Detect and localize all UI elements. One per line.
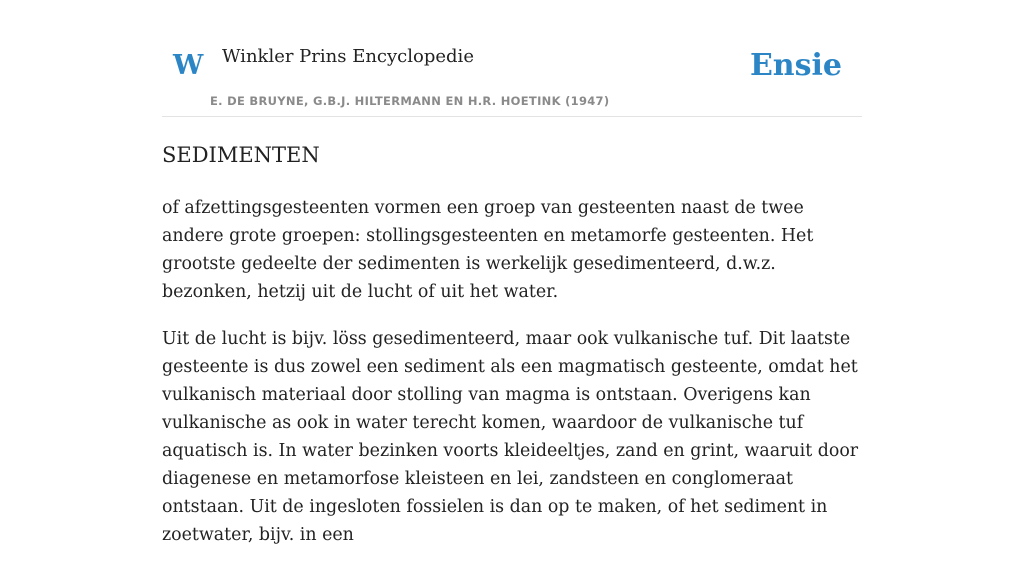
article xyxy=(162,140,862,568)
entry-title: SEDIMENTEN xyxy=(162,143,320,167)
header xyxy=(162,0,862,117)
book-title-link[interactable]: Winkler Prins Encyclopedie xyxy=(222,46,474,67)
article-paragraph: Uit de lucht is bijv. löss gesedimenteerd, maar ook vulkanische tuf. Dit laatste gesteente is dus zowel een sediment als een magmatisch gesteente, omdat het vulkanisch materiaal door stolling van magma is ontstaan. Overigens kan vulkanische as ook in water terecht komen, waardoor de vulkanische tuf aquatisch is. In water bezinken voorts kleideeltjes, zand en grint, waaruit door diagenese en metamorfose kleisteen en lei, zandsteen en conglomeraat ontstaan. Uit de ingesloten fossielen is dan op te maken, of het sediment in zoetwater, bijv. in een xyxy=(162,329,859,545)
article-paragraph: of afzettingsgesteenten vormen een groep van gesteenten naast de twee andere grote groepen: stollingsgesteenten en metamorfe gesteenten. Het grootste gedeelte der sedimenten is werkelijk gesedimenteerd, d.w.z. bezonken, hetzij uit de lucht of uit het water. xyxy=(162,198,814,302)
ensie-logo-link[interactable]: Ensie xyxy=(749,48,842,83)
book-authors: E. DE BRUYNE, G.B.J. HILTERMANN EN H.R. HOETINK (1947) xyxy=(210,94,610,108)
winkler-prins-logo[interactable]: W xyxy=(173,50,204,81)
